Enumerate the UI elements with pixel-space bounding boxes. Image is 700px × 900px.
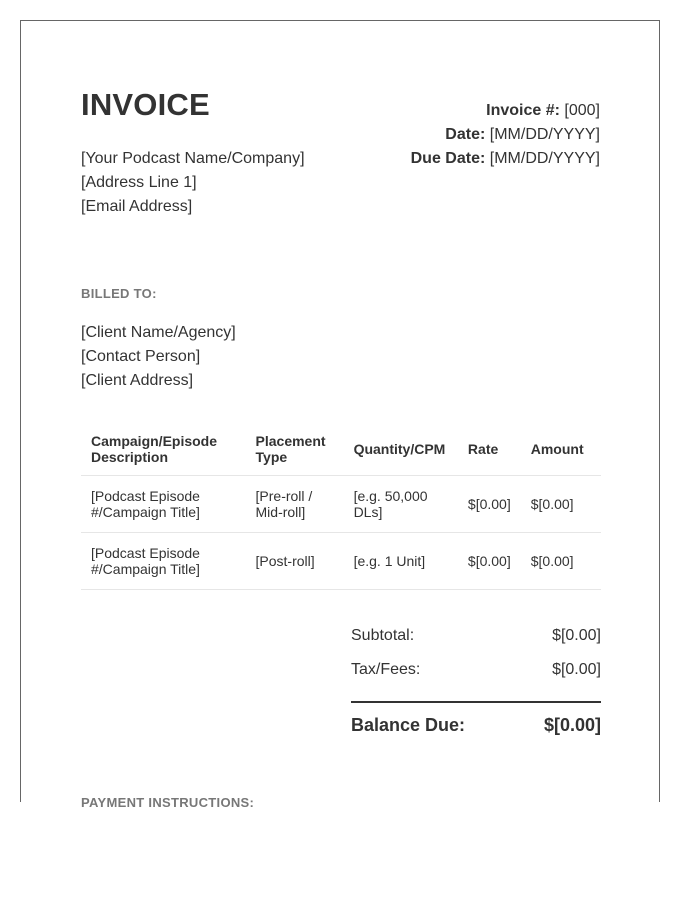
table-header-row [81,423,601,476]
balance-due-row [351,701,601,745]
invoice-due-line [411,147,600,171]
cell-rate: $[0.00] [458,476,521,533]
column-header-rate: Rate [458,423,521,476]
sender-email: [Email Address] [81,198,193,215]
cell-description: [Podcast Episode #/Campaign Title] [81,476,246,533]
tax-row [351,655,601,689]
column-header-placement: Placement Type [246,423,344,476]
line-items-table [81,423,601,590]
tax-label: Tax/Fees: [351,661,421,678]
invoice-date-value: [MM/DD/YYYY] [489,126,600,143]
invoice-date-line [411,123,600,147]
cell-rate: $[0.00] [458,533,521,590]
invoice-sheet [20,20,660,810]
table-row [81,476,601,533]
column-header-quantity: Quantity/CPM [344,423,458,476]
billed-to-heading: BILLED TO: [81,286,157,301]
client-contact: [Contact Person] [81,348,201,365]
invoice-due-value: [MM/DD/YYYY] [489,150,600,167]
client-name: [Client Name/Agency] [81,324,236,341]
cell-quantity: [e.g. 1 Unit] [344,533,458,590]
invoice-title: INVOICE [81,87,210,122]
balance-due-label: Balance Due: [351,715,466,735]
invoice-date-label: Date: [445,126,486,143]
sender-address: [Address Line 1] [81,174,197,191]
billed-to-block [81,321,236,393]
cell-quantity: [e.g. 50,000 DLs] [344,476,458,533]
cell-placement: [Post-roll] [246,533,344,590]
cell-amount: $[0.00] [521,533,601,590]
subtotal-label: Subtotal: [351,627,415,644]
payment-instructions-heading: PAYMENT INSTRUCTIONS: [81,795,255,810]
sender-company: [Your Podcast Name/Company] [81,150,305,167]
balance-due-value: $[0.00] [543,715,601,735]
column-header-amount: Amount [521,423,601,476]
invoice-meta [411,99,600,171]
cell-placement: [Pre-roll / Mid-roll] [246,476,344,533]
subtotal-row [351,621,601,655]
client-address: [Client Address] [81,372,194,389]
sender-block [81,147,305,219]
totals-block [351,621,601,745]
invoice-number-value: [000] [564,102,600,119]
column-header-description: Campaign/Episode Description [81,423,246,476]
table-row [81,533,601,590]
cell-description: [Podcast Episode #/Campaign Title] [81,533,246,590]
cell-amount: $[0.00] [521,476,601,533]
invoice-number-line [411,99,600,123]
tax-value: $[0.00] [552,661,601,678]
invoice-number-label: Invoice #: [486,102,560,119]
invoice-due-label: Due Date: [410,150,486,167]
subtotal-value: $[0.00] [552,627,601,644]
